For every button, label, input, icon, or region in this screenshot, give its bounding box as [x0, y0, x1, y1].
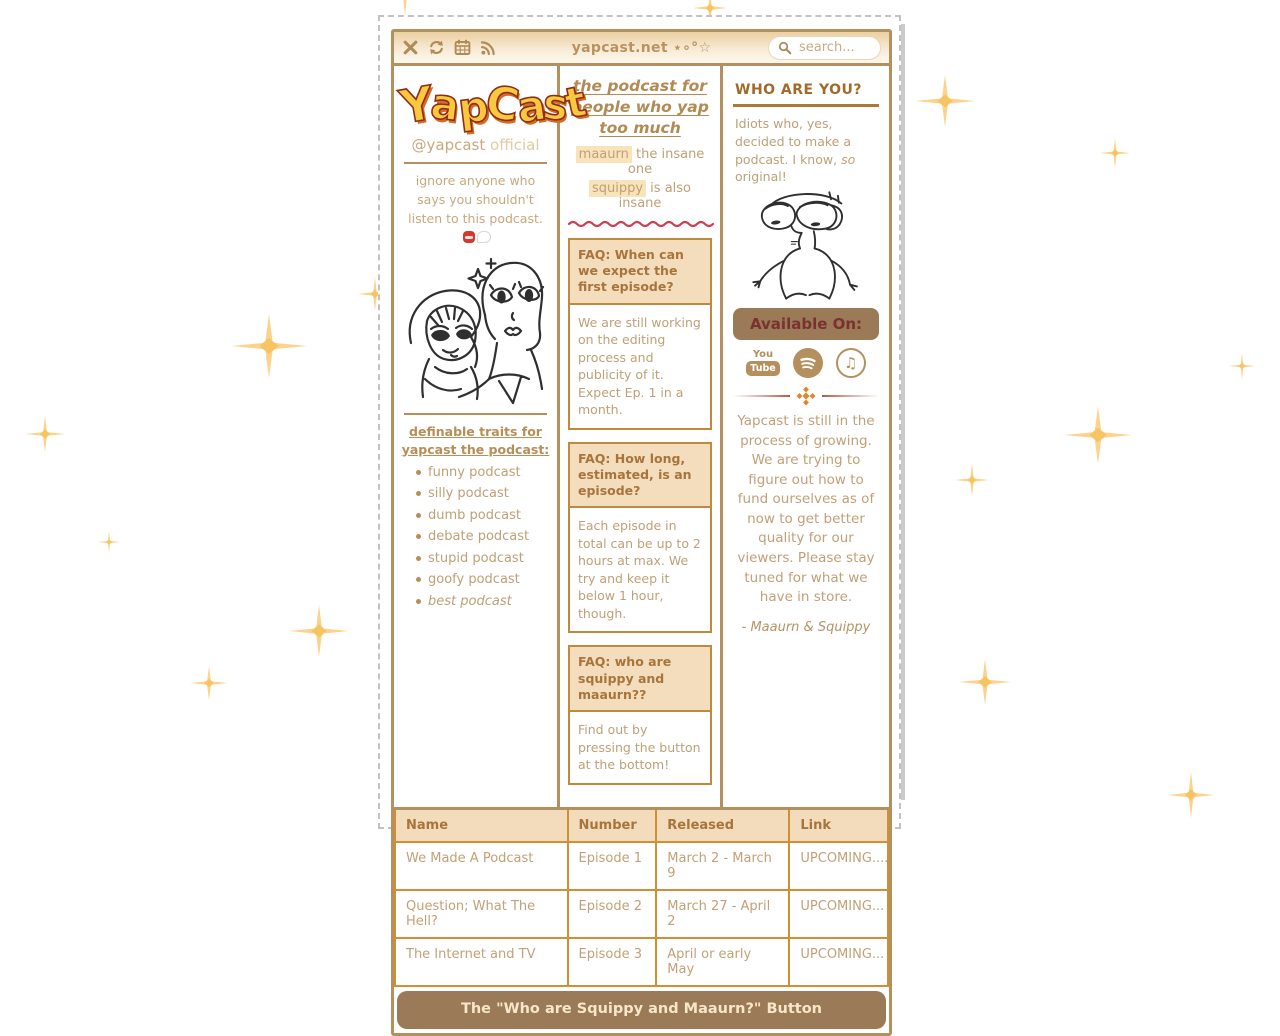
episode-number-cell: Episode 3 [568, 938, 657, 986]
sparkle-decoration [955, 464, 989, 496]
trait-item: best podcast [416, 594, 551, 609]
logo-letter: a [428, 78, 461, 131]
episode-released-cell: March 2 - March 9 [656, 842, 789, 890]
column-header-number: Number [568, 808, 657, 842]
who-are-squippy-maaurn-button[interactable]: The "Who are Squippy and Maaurn?" Button [397, 991, 886, 1029]
episode-link-cell[interactable]: UPCOMING... [789, 890, 888, 938]
platform-icons [733, 348, 879, 378]
trait-item: funny podcast [416, 465, 551, 480]
handle-text: @yapcast [411, 136, 486, 154]
faq-item [568, 645, 712, 784]
episode-released-cell: March 27 - April 2 [656, 890, 789, 938]
episode-number-cell: Episode 1 [568, 842, 657, 890]
traits-list [400, 465, 551, 609]
divider [404, 413, 547, 415]
faq-item [568, 238, 712, 430]
column-header-released: Released [656, 808, 789, 842]
trait-item: stupid podcast [416, 551, 551, 566]
browser-topbar [394, 32, 889, 66]
sparkle-decoration [959, 659, 1011, 705]
divider [733, 104, 879, 107]
refresh-icon[interactable] [428, 39, 445, 56]
who-intro-text: Idiots who, yes, decided to make a podcast. I know, so original! [735, 116, 856, 185]
search-icon [778, 41, 792, 55]
episode-name-cell: Question; What The Hell? [395, 890, 568, 938]
faq-question: FAQ: who are squippy and maaurn?? [570, 647, 710, 712]
sparkle-decoration [98, 531, 120, 553]
sparkle-decoration [231, 314, 307, 378]
character-drawing-duo [401, 251, 551, 407]
episode-link-cell[interactable]: UPCOMING... [789, 938, 888, 986]
host-line-maaurn: maaurn the insane one [568, 147, 712, 177]
host-name-highlight: squippy [589, 180, 646, 197]
logo-letter: Y [395, 75, 437, 135]
who-are-you-heading: WHO ARE YOU? [735, 82, 863, 98]
sparkle-decoration [25, 416, 65, 452]
hosts-signature: - Maaurn & Squippy [741, 619, 871, 635]
trait-item: goofy podcast [416, 572, 551, 587]
episode-name-cell: We Made A Podcast [395, 842, 568, 890]
left-column [394, 66, 589, 807]
episode-released-cell: April or early May [656, 938, 789, 986]
sparkle-decoration [915, 75, 975, 127]
right-column [723, 66, 889, 807]
faq-question: FAQ: How long, estimated, is an episode? [570, 444, 710, 509]
table-row [395, 890, 888, 938]
search-input[interactable] [797, 39, 871, 56]
page-heading: the podcast for people who yap too much [571, 77, 709, 137]
faq-question: FAQ: When can we expect the first episode? [570, 240, 710, 305]
account-handle [400, 136, 551, 154]
divider [404, 162, 547, 164]
sparkle-decoration [1100, 138, 1130, 168]
traits-heading: definable traits for yapcast the podcast: [401, 424, 550, 457]
content-columns [394, 66, 889, 807]
rss-icon[interactable] [480, 39, 497, 56]
yapcast-logo [395, 74, 589, 135]
spotify-icon[interactable] [793, 348, 823, 378]
sparkle-decoration [1229, 353, 1255, 379]
character-drawing-alien [741, 188, 871, 302]
column-header-name: Name [395, 808, 568, 842]
table-row [395, 842, 888, 890]
faq-answer: We are still working on the editing process and publicity of it. Expect Ep. 1 in a month. [578, 314, 701, 418]
host-name-highlight: maaurn [576, 146, 632, 163]
window-frame [378, 15, 901, 1017]
trait-item: debate podcast [416, 529, 551, 544]
sparkle-decoration [377, 0, 433, 16]
host-line-squippy: squippy is also insane [568, 181, 712, 211]
apple-music-icon[interactable]: ♫ [836, 348, 866, 378]
knot-ornament-icon [796, 386, 816, 406]
official-badge: official [490, 136, 540, 154]
search-box[interactable] [768, 36, 881, 60]
logo-letter: s [540, 78, 569, 131]
browser-window [391, 29, 892, 1036]
episodes-table [394, 807, 889, 987]
available-on-button[interactable]: Available On: [733, 308, 879, 340]
sparkle-decoration [1064, 406, 1132, 464]
sparkle-decoration [1168, 772, 1214, 818]
close-icon[interactable] [402, 39, 419, 56]
ornament-divider [733, 386, 879, 406]
middle-column [557, 66, 723, 807]
table-row [395, 938, 888, 986]
trait-item: dumb podcast [416, 508, 551, 523]
logo-letter: C [481, 74, 521, 133]
faq-answer: Each episode in total can be up to 2 hours at max. We try and keep it below 1 hour, though. [578, 518, 701, 621]
calendar-icon[interactable] [454, 39, 471, 56]
growth-text: Yapcast is still in the process of growing. We are trying to figure out how to fund ourselves as of now to get better quality for our viewers. Please stay tuned for what we have in store. [737, 413, 875, 606]
sparkle-decoration [190, 666, 228, 700]
angry-emoji-icon [463, 231, 475, 243]
trait-item: silly podcast [416, 486, 551, 501]
faq-answer: Find out by pressing the button at the bottom! [578, 722, 701, 773]
episode-number-cell: Episode 2 [568, 890, 657, 938]
sparkle-decoration [289, 605, 349, 657]
tagline-text: ignore anyone who says you shouldn't listen to this podcast. [402, 172, 549, 247]
episode-name-cell: The Internet and TV [395, 938, 568, 986]
logo-letter: t [560, 76, 589, 129]
logo-letter: p [455, 81, 489, 134]
address-text[interactable]: yapcast.net ⋆∘°☆ [571, 39, 712, 56]
table-header-row [395, 808, 888, 842]
wavy-divider [568, 219, 716, 228]
faq-item [568, 442, 712, 634]
youtube-icon[interactable]: You Tube [746, 350, 779, 377]
speech-bubble-icon [477, 231, 491, 243]
column-header-link: Link [789, 808, 888, 842]
episode-link-cell[interactable]: UPCOMING.... [789, 842, 888, 890]
logo-letter: a [513, 80, 547, 133]
